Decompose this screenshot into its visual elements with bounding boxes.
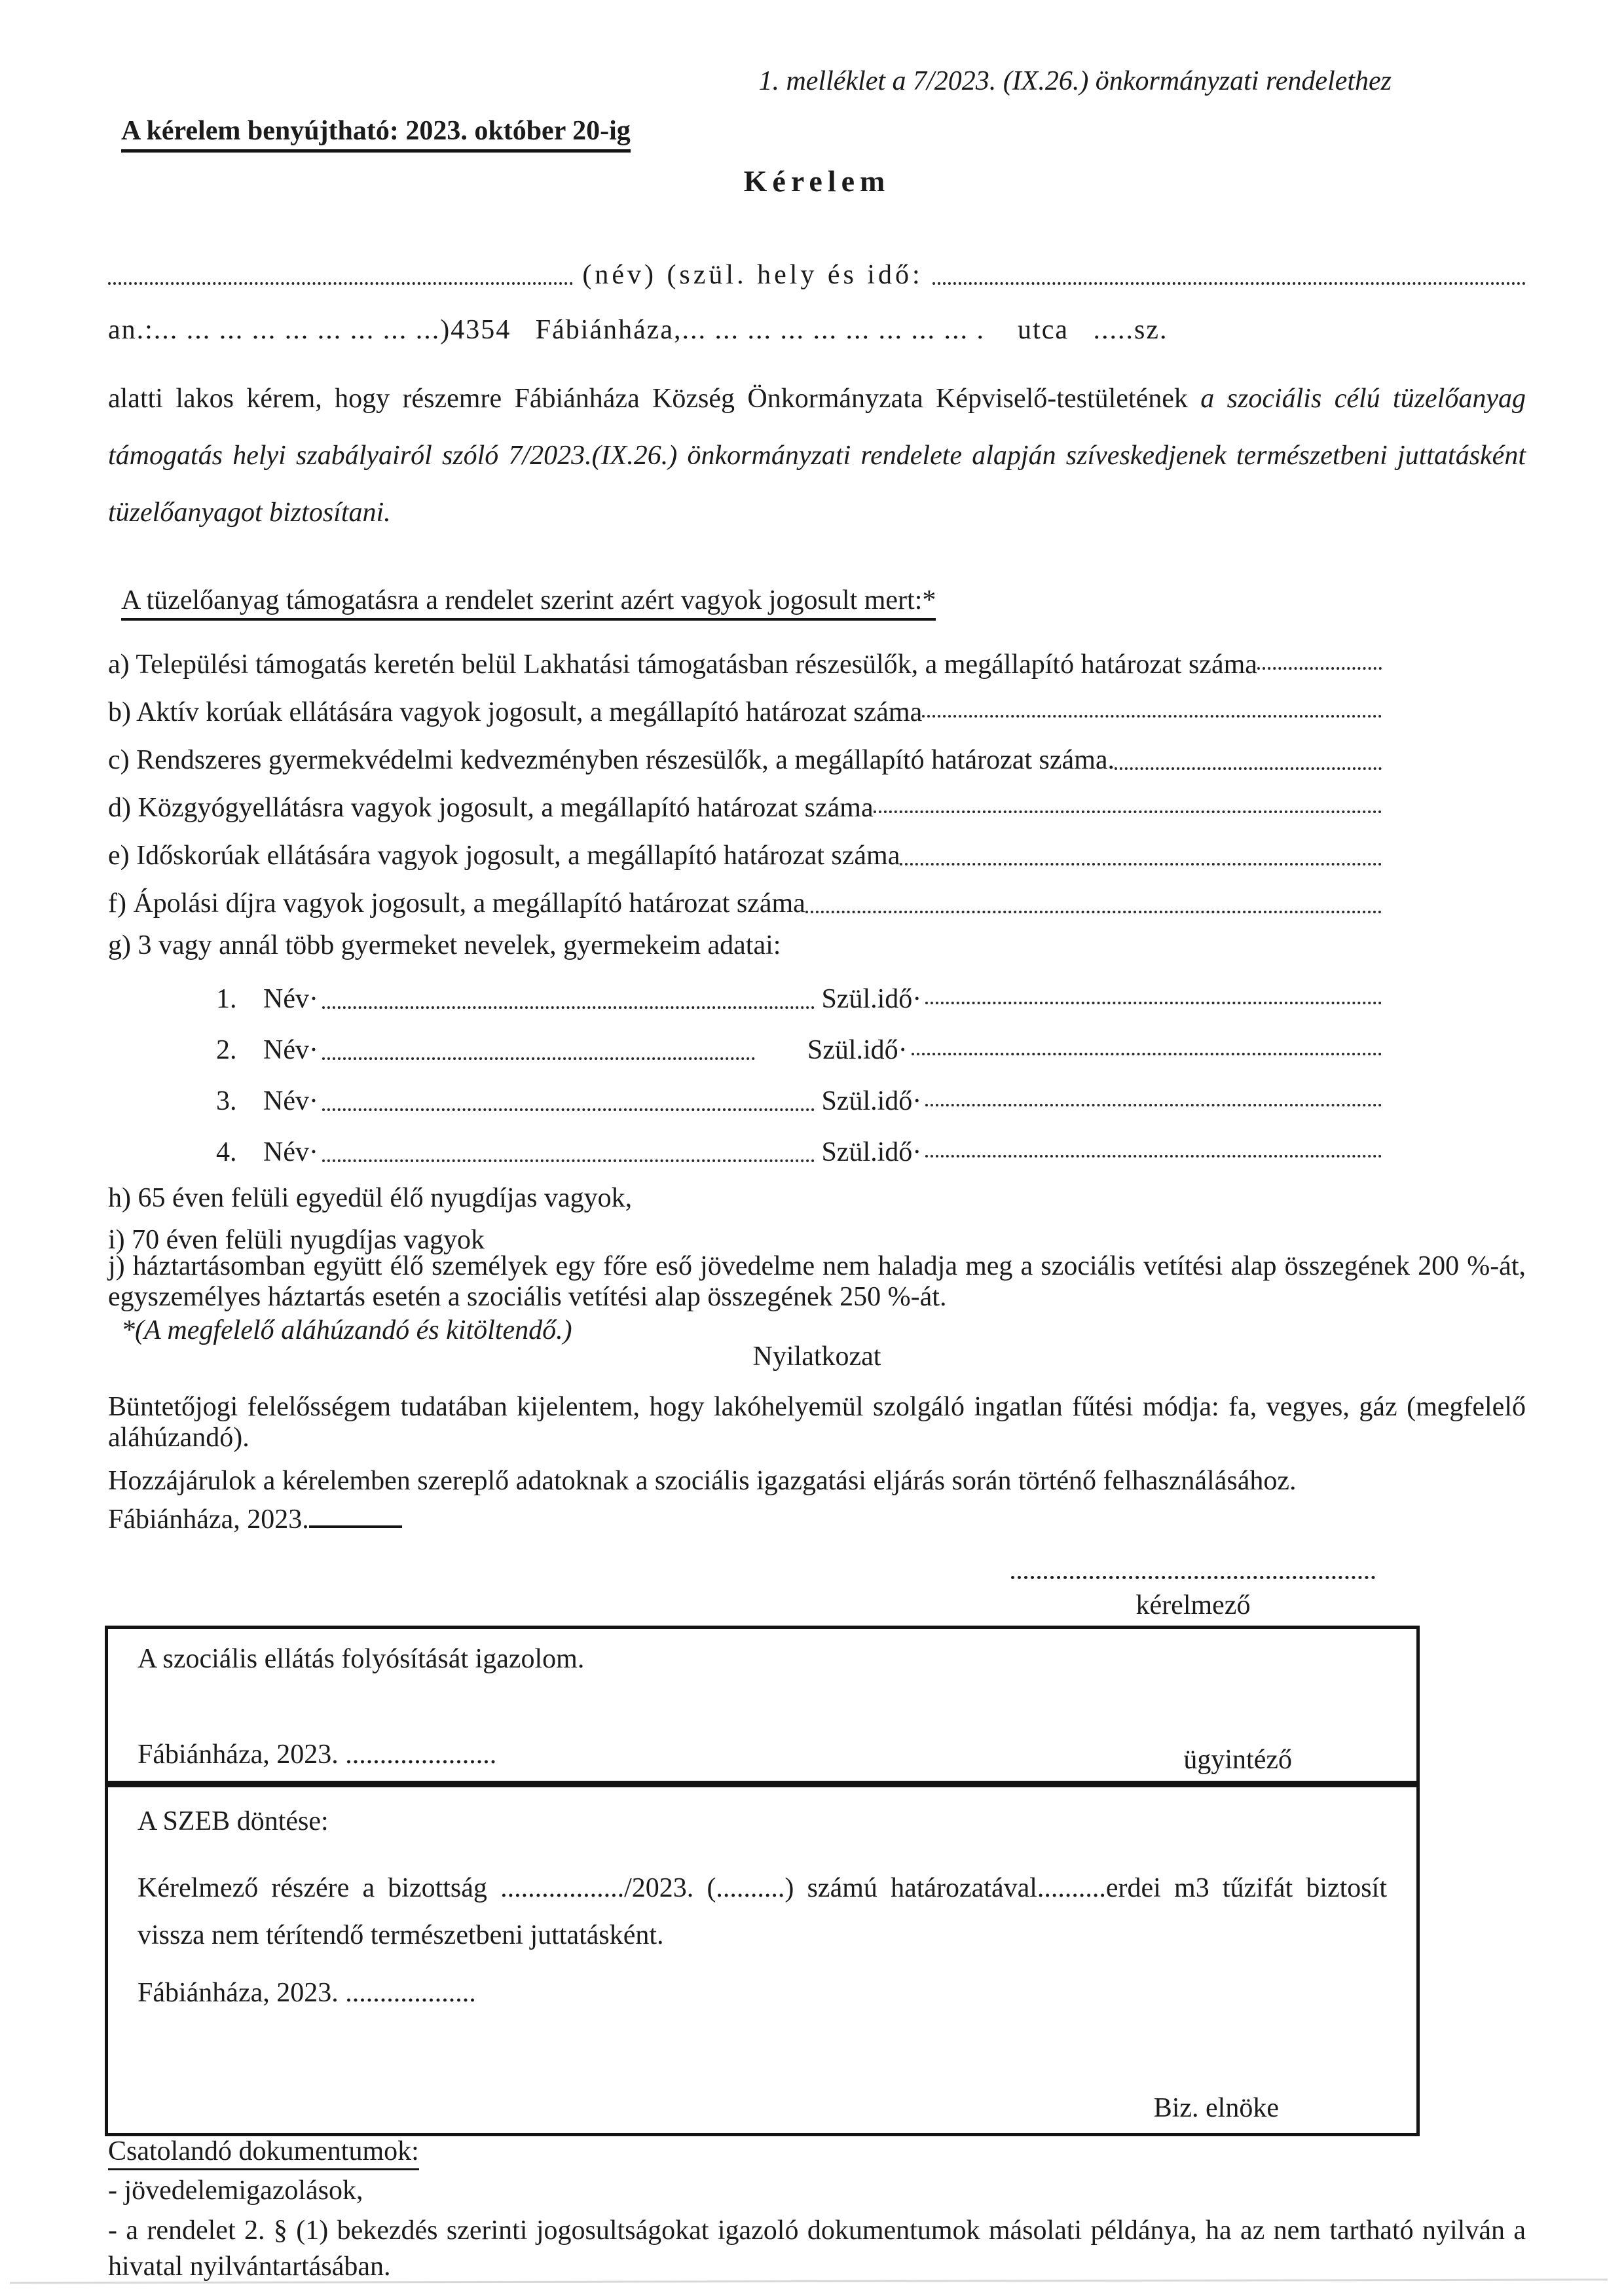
attachment-item-2: - a rendelet 2. § (1) bekezdés szerinti jogosultságokat igazoló dokumentumok másolati példánya, ha az nem tartható nyilván a hivatal nyilvántartásában.: [108, 2215, 1526, 2282]
office-date-line: Fábiánháza, 2023. ......................: [138, 1740, 497, 1770]
declaration-para2: Hozzájárulok a kérelemben szereplő adatoknak a szociális igazgatási eljárás során történő felhasználásához.: [108, 1466, 1297, 1496]
child-birth-leader: [925, 1002, 1382, 1004]
child-name-leader: [322, 1108, 815, 1111]
eligibility-row-f: [108, 883, 1382, 919]
eligibility-section: [121, 585, 1526, 621]
dotted-leader: [922, 715, 1382, 718]
child-name-leader: [322, 1006, 815, 1009]
committee-chair-label: Biz. elnöke: [1153, 2093, 1279, 2123]
eligibility-heading: A tüzelőanyag támogatásra a rendelet szerint azért vagyok jogosult mert:*: [121, 585, 936, 621]
annex-reference: 1. melléklet a 7/2023. (IX.26.) önkormányzati rendelethez: [758, 66, 1392, 96]
szeb-decision-text: Kérelmező részére a bizottság ................../2023. (..........) számú határozatával..........erdei m3 tűzifát biztosít vissza nem térítendő természetbeni juttatásként.: [138, 1873, 1387, 1950]
applicant-signature-block: [1011, 1568, 1375, 1621]
eligibility-label-c: c) Rendszeres gyermekvédelmi kedvezményben részesülők, a megállapító határozat száma.: [108, 745, 1115, 775]
eligibility-label-e: e) Időskorúak ellátására vagyok jogosult, a megállapító határozat száma: [108, 841, 900, 871]
eligibility-row-d: [108, 787, 1382, 824]
form-title: Kérelem: [743, 164, 891, 198]
child-name-label: Név·: [263, 984, 318, 1014]
eligibility-row-e: [108, 835, 1382, 871]
declaration-heading: Nyilatkozat: [752, 1341, 881, 1372]
dotted-leader: [874, 811, 1382, 813]
child-birth-label: Szül.idő·: [821, 1137, 922, 1167]
office-confirmation-box: [105, 1626, 1420, 1784]
child-birth-leader: [912, 1053, 1382, 1055]
child-birth-leader: [925, 1104, 1382, 1106]
szeb-heading: A SZEB döntése:: [138, 1806, 329, 1836]
name-birth-line: [108, 254, 1526, 291]
declaration-para1: Büntetőjogi felelősségem tudatában kijelentem, hogy lakóhelyemül szolgáló ingatlan fűtési módja: fa, vegyes, gáz (megfelelő aláhúzandó).: [108, 1392, 1526, 1453]
child-name-leader: [322, 1159, 815, 1162]
officer-signature-label: ügyintéző: [1183, 1745, 1292, 1775]
declaration-date-text: Fábiánháza, 2023.: [108, 1504, 309, 1535]
dotted-leader: [1257, 667, 1382, 670]
child-number: 3.: [216, 1086, 237, 1116]
children-intro: g) 3 vagy annál több gyermeket nevelek, gyermekeim adatai:: [108, 930, 781, 960]
child-birth-label: Szül.idő·: [821, 984, 922, 1014]
child-name-label: Név·: [263, 1086, 318, 1116]
intro-paragraph: [108, 371, 1526, 541]
child-name-label: Név·: [263, 1137, 318, 1167]
birth-field-leader: [932, 282, 1526, 285]
eligibility-item-i: i) 70 éven felüli nyugdíjas vagyok: [108, 1225, 485, 1255]
child-birth-label: Szül.idő·: [807, 1035, 908, 1065]
szeb-decision-box: [105, 1784, 1420, 2136]
child-number: 2.: [216, 1035, 237, 1065]
signature-label: kérelmező: [1135, 1590, 1251, 1620]
eligibility-label-d: d) Közgyógyellátásra vagyok jogosult, a megállapító határozat száma: [108, 793, 874, 823]
declaration-date-line: [108, 1503, 1526, 1535]
child-number: 4.: [216, 1137, 237, 1167]
child-birth-label: Szül.idő·: [821, 1086, 922, 1116]
eligibility-row-c: [108, 739, 1382, 776]
name-field-leader: [108, 282, 573, 285]
eligibility-row-b: [108, 691, 1382, 728]
eligibility-item-h: h) 65 éven felüli egyedül élő nyugdíjas vagyok,: [108, 1183, 633, 1213]
child-name-leader: [322, 1057, 755, 1060]
child-number: 1.: [216, 984, 237, 1014]
attachments-heading: Csatolandó dokumentumok:: [108, 2136, 419, 2170]
name-birth-label: (név) (szül. hely és idő:: [582, 260, 923, 290]
eligibility-row-a: [108, 644, 1382, 680]
instruction-note: *(A megfelelő aláhúzandó és kitöltendő.): [121, 1315, 572, 1345]
attachments-section: [108, 2136, 1526, 2170]
submission-deadline: [121, 115, 1526, 153]
date-blank-line: [309, 1503, 402, 1528]
attachment-item-1: - jövedelemigazolások,: [108, 2176, 363, 2206]
child-birth-leader: [925, 1155, 1382, 1157]
child-name-label: Név·: [263, 1035, 318, 1065]
intro-paragraph-normal: alatti lakos kérem, hogy részemre Fábiánháza Község Önkormányzata Képviselő-testületének: [108, 384, 1201, 414]
eligibility-label-a: a) Települési támogatás keretén belül Lakhatási támogatásban részesülők, a megállapító határozat száma: [108, 649, 1257, 680]
dotted-leader: [805, 911, 1382, 913]
child-row-3: [216, 1080, 1382, 1117]
child-row-1: [216, 978, 1382, 1015]
child-row-4: [216, 1131, 1382, 1168]
eligibility-item-j: j) háztartásomban együtt élő személyek egy főre eső jövedelme nem haladja meg a szociális vetítési alap összegének 200 %-át, egyszemélyes háztartás esetén a szociális vetítési alap összegének 250 %-át.: [108, 1251, 1526, 1312]
eligibility-label-f: f) Ápolási díjra vagyok jogosult, a megállapító határozat száma: [108, 888, 805, 919]
dotted-leader: [900, 863, 1382, 866]
signature-dotted-line: [1011, 1568, 1375, 1579]
submission-deadline-text: A kérelem benyújtható: 2023. október 20-ig: [121, 115, 631, 153]
office-confirm-text: A szociális ellátás folyósítását igazolom.: [138, 1644, 585, 1674]
dotted-leader: [1115, 767, 1382, 770]
address-line: an.:... ... ... ... ... ... ... ... ...)4354 Fábiánháza,... ... ... ... ... ... ... ... ... . utca .....sz.: [108, 315, 1168, 345]
eligibility-label-b: b) Aktív korúak ellátására vagyok jogosult, a megállapító határozat száma: [108, 697, 923, 727]
child-row-2: [216, 1029, 1382, 1066]
intro-paragraph-italic: a szociális célú tüzelőanyag támogatás helyi szabályairól szóló 7/2023.(IX.26.) önkormányzati rendelete alapján szíveskedjenek természetbeni juttatásként tüzelőanyagot biztosítani.: [108, 384, 1526, 528]
szeb-date-line: Fábiánháza, 2023. ...................: [138, 1978, 476, 2008]
